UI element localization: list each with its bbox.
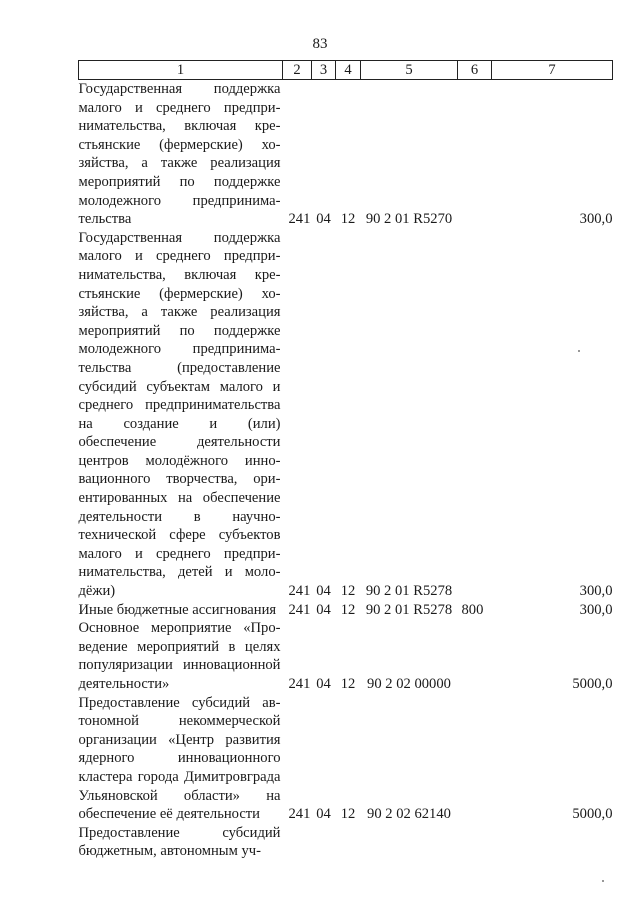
row-amount: 300,0 xyxy=(579,583,613,600)
row-code-6: 800 xyxy=(461,601,484,618)
row-description: Государственная поддержка малого и среднего предпринимательства, включая крестьянские (фермерские) хозяйства, а также реализация мероприятий по поддержке молодежного предпринимательства (предоставление субсидий субъектам малого и среднего предпринимательства на создание и (или) обеспечение деятельности центров молодёжного инновационного творчества, ориентированных на обеспечение деятельности в научно-технической сфере субъектов малого и среднего предпринимательства, детей и молодёжи) xyxy=(78,229,281,600)
row-code-5: 90 2 01 R5270 xyxy=(365,211,453,228)
row-code-5 xyxy=(361,824,458,861)
header-col-7: 7 xyxy=(492,61,613,80)
row-code-3 xyxy=(312,824,336,861)
row-code-3: 04 xyxy=(316,806,331,823)
page-number: 83 xyxy=(312,36,328,52)
row-code-4: 12 xyxy=(340,806,356,823)
row-amount xyxy=(492,824,613,861)
row-code-6 xyxy=(458,824,492,861)
row-code-2: 241 xyxy=(288,583,311,600)
scan-speck xyxy=(602,880,604,882)
row-code-3: 04 xyxy=(316,601,331,618)
row-code-4 xyxy=(336,824,361,861)
row-code-6 xyxy=(458,619,492,693)
table-row xyxy=(79,824,613,861)
header-col-3: 3 xyxy=(312,61,336,80)
table-row xyxy=(79,80,613,229)
row-amount: 300,0 xyxy=(579,601,613,618)
row-code-3: 04 xyxy=(316,211,331,228)
row-description: Предоставление субсидий автономной некоммерческой организации «Центр развития ядерного инновационного кластера города Димитровграда Ульяновской области» на обеспечение её деятельности xyxy=(78,694,281,823)
row-code-5: 90 2 01 R5278 xyxy=(365,601,453,618)
row-code-2: 241 xyxy=(288,806,311,823)
table-header-row xyxy=(79,61,613,80)
row-code-4: 12 xyxy=(340,601,356,618)
header-col-2: 2 xyxy=(283,61,312,80)
row-code-2: 241 xyxy=(288,601,311,618)
table-row xyxy=(79,601,613,620)
row-code-4: 12 xyxy=(340,583,356,600)
scan-speck xyxy=(578,350,580,352)
table-row xyxy=(79,619,613,693)
row-description: Основное мероприятие «Проведение мероприятий в целях популяризации инновационной деятельности» xyxy=(78,620,281,692)
row-code-2 xyxy=(283,824,312,861)
row-code-4: 12 xyxy=(340,676,356,692)
row-code-2: 241 xyxy=(288,211,311,228)
header-col-5: 5 xyxy=(361,61,458,80)
table-row xyxy=(79,229,613,601)
row-code-5: 90 2 02 00000 xyxy=(367,676,451,692)
budget-table xyxy=(78,60,613,861)
row-description: Иные бюджетные ассигнования xyxy=(78,601,277,618)
row-code-3: 04 xyxy=(316,676,331,692)
row-amount: 300,0 xyxy=(579,211,613,228)
header-col-1: 1 xyxy=(79,61,283,80)
row-amount: 5000,0 xyxy=(572,806,613,823)
row-code-3: 04 xyxy=(316,583,331,600)
row-description: Государственная поддержка малого и среднего предпринимательства, включая крестьянские (фермерские) хозяйства, а также реализация мероприятий по поддержке молодежного предпринимательства xyxy=(78,81,281,228)
row-code-5: 90 2 01 R5278 xyxy=(365,583,453,600)
header-col-6: 6 xyxy=(458,61,492,80)
row-code-4: 12 xyxy=(340,211,356,228)
row-code-5: 90 2 02 62140 xyxy=(367,806,451,823)
header-col-4: 4 xyxy=(336,61,361,80)
row-description: Предоставление субсидий бюджетным, автономным уч- xyxy=(78,824,281,860)
row-code-6 xyxy=(458,694,492,824)
row-code-6 xyxy=(458,80,492,229)
row-code-2: 241 xyxy=(288,676,311,692)
row-code-6 xyxy=(458,229,492,601)
table-row xyxy=(79,694,613,824)
row-amount: 5000,0 xyxy=(572,676,613,692)
